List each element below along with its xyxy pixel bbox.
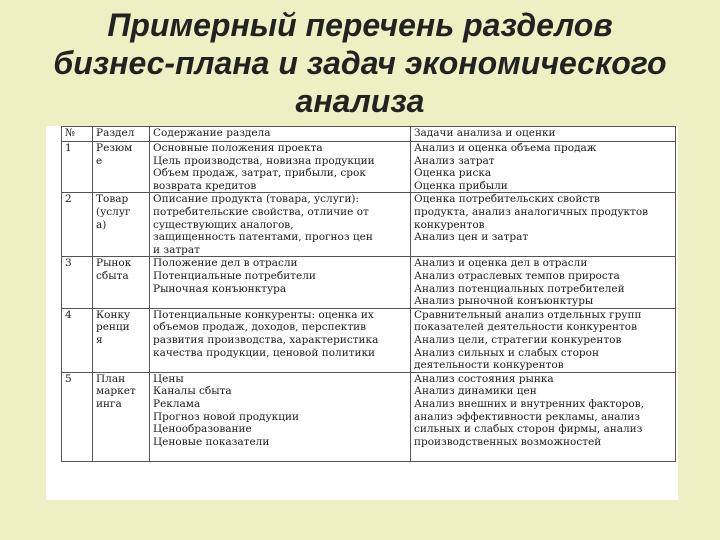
- tasks-line: Анализ цен и затрат: [414, 231, 529, 244]
- content-line: Описание продукта (товара, услуги):: [153, 193, 360, 206]
- row-number-cell: 3: [62, 257, 93, 308]
- slide-title: [0, 6, 720, 120]
- table-sheet: [46, 126, 678, 500]
- content-line: Ценовые показатели: [153, 435, 270, 448]
- content-line: существующих аналогов,: [153, 218, 294, 231]
- tasks-line: Анализ потенциальных потребителей: [414, 282, 625, 295]
- content-line: Реклама: [153, 397, 201, 410]
- content-line: объемов продаж, доходов, перспектив: [153, 321, 367, 334]
- row-tasks-cell: [411, 308, 676, 372]
- content-line: Цель производства, новизна продукции: [153, 154, 375, 167]
- row-section-cell: [93, 308, 150, 372]
- content-line: Рыночная конъюнктура: [153, 282, 287, 295]
- header-section: Раздел: [93, 127, 150, 142]
- business-plan-table: [61, 126, 676, 462]
- row-tasks-cell: [411, 193, 676, 257]
- tasks-line: показателей деятельности конкурентов: [414, 321, 638, 334]
- row-content-cell: [150, 193, 411, 257]
- table-row: [62, 372, 676, 461]
- section-line: Рынок: [96, 257, 132, 270]
- tasks-line: анализ эффективности рекламы, анализ: [414, 410, 640, 423]
- section-line: е: [96, 154, 103, 167]
- row-content-cell: [150, 142, 411, 193]
- row-tasks-cell: [411, 142, 676, 193]
- table-body: [62, 142, 676, 462]
- table-row: [62, 193, 676, 257]
- section-line: маркет: [96, 385, 136, 398]
- tasks-line: производственных возможностей: [414, 435, 602, 448]
- tasks-line: Анализ отраслевых темпов прироста: [414, 269, 620, 282]
- content-line: Прогноз новой продукции: [153, 410, 299, 423]
- tasks-line: Оценка риска: [414, 167, 492, 180]
- content-line: качества продукции, ценовой политики: [153, 346, 376, 359]
- section-line: я: [96, 333, 103, 346]
- tasks-line: продукта, анализ аналогичных продуктов: [414, 205, 649, 218]
- content-line: Цены: [153, 372, 184, 385]
- tasks-line: Оценка прибыли: [414, 179, 508, 192]
- table-row: [62, 257, 676, 308]
- content-line: Каналы сбыта: [153, 385, 232, 398]
- section-line: Конку: [96, 308, 131, 321]
- row-section-cell: [93, 193, 150, 257]
- row-content-cell: [150, 372, 411, 461]
- title-line-2: бизнес-плана и задач экономического: [53, 45, 667, 81]
- tasks-line: Анализ динамики цен: [414, 385, 537, 398]
- content-line: Объем продаж, затрат, прибыли, срок: [153, 167, 366, 180]
- title-line-1: Примерный перечень разделов: [107, 7, 613, 43]
- row-number-cell: 2: [62, 193, 93, 257]
- section-line: ренци: [96, 321, 130, 334]
- content-line: потребительские свойства, отличие от: [153, 205, 369, 218]
- table-header-row: [62, 127, 676, 142]
- tasks-line: сильных и слабых сторон фирмы, анализ: [414, 423, 643, 436]
- content-line: развития производства, характеристика: [153, 333, 379, 346]
- section-line: План: [96, 372, 126, 385]
- row-content-cell: [150, 257, 411, 308]
- content-line: защищенность патентами, прогноз цен: [153, 231, 373, 244]
- tasks-line: Сравнительный анализ отдельных групп: [414, 308, 642, 321]
- section-line: Резюм: [96, 142, 133, 154]
- tasks-line: Оценка потребительских свойств: [414, 193, 600, 206]
- row-section-cell: [93, 142, 150, 193]
- section-line: инга: [96, 397, 122, 410]
- tasks-line: Анализ рыночной конъюнктуры: [414, 295, 594, 308]
- row-content-cell: [150, 308, 411, 372]
- section-line: а): [96, 218, 107, 231]
- section-line: сбыта: [96, 269, 129, 282]
- section-line: (услуг: [96, 205, 131, 218]
- tasks-line: Анализ затрат: [414, 154, 495, 167]
- content-line: Потенциальные потребители: [153, 269, 316, 282]
- tasks-line: конкурентов: [414, 218, 485, 231]
- content-line: Положение дел в отрасли: [153, 257, 298, 270]
- content-line: Потенциальные конкуренты: оценка их: [153, 308, 374, 321]
- tasks-line: Анализ и оценка дел в отрасли: [414, 257, 588, 270]
- header-tasks: Задачи анализа и оценки: [411, 127, 676, 142]
- row-tasks-cell: [411, 257, 676, 308]
- row-section-cell: [93, 372, 150, 461]
- row-section-cell: [93, 257, 150, 308]
- table-row: [62, 308, 676, 372]
- content-line: Ценообразование: [153, 423, 252, 436]
- tasks-line: Анализ состояния рынка: [414, 372, 554, 385]
- header-num: №: [62, 127, 93, 142]
- content-line: возврата кредитов: [153, 179, 257, 192]
- tasks-line: Анализ внешних и внутренних факторов,: [414, 397, 644, 410]
- row-number-cell: 5: [62, 372, 93, 461]
- section-line: Товар: [96, 193, 129, 206]
- tasks-line: Анализ и оценка объема продаж: [414, 142, 597, 154]
- tasks-line: Анализ сильных и слабых сторон: [414, 346, 599, 359]
- content-line: и затрат: [153, 243, 200, 256]
- row-number-cell: 4: [62, 308, 93, 372]
- table-row: [62, 142, 676, 193]
- row-tasks-cell: [411, 372, 676, 461]
- row-number-cell: 1: [62, 142, 93, 193]
- content-line: Основные положения проекта: [153, 142, 323, 154]
- header-content: Содержание раздела: [150, 127, 411, 142]
- tasks-line: деятельности конкурентов: [414, 359, 564, 372]
- tasks-line: Анализ цели, стратегии конкурентов: [414, 333, 622, 346]
- title-line-3: анализа: [295, 83, 425, 119]
